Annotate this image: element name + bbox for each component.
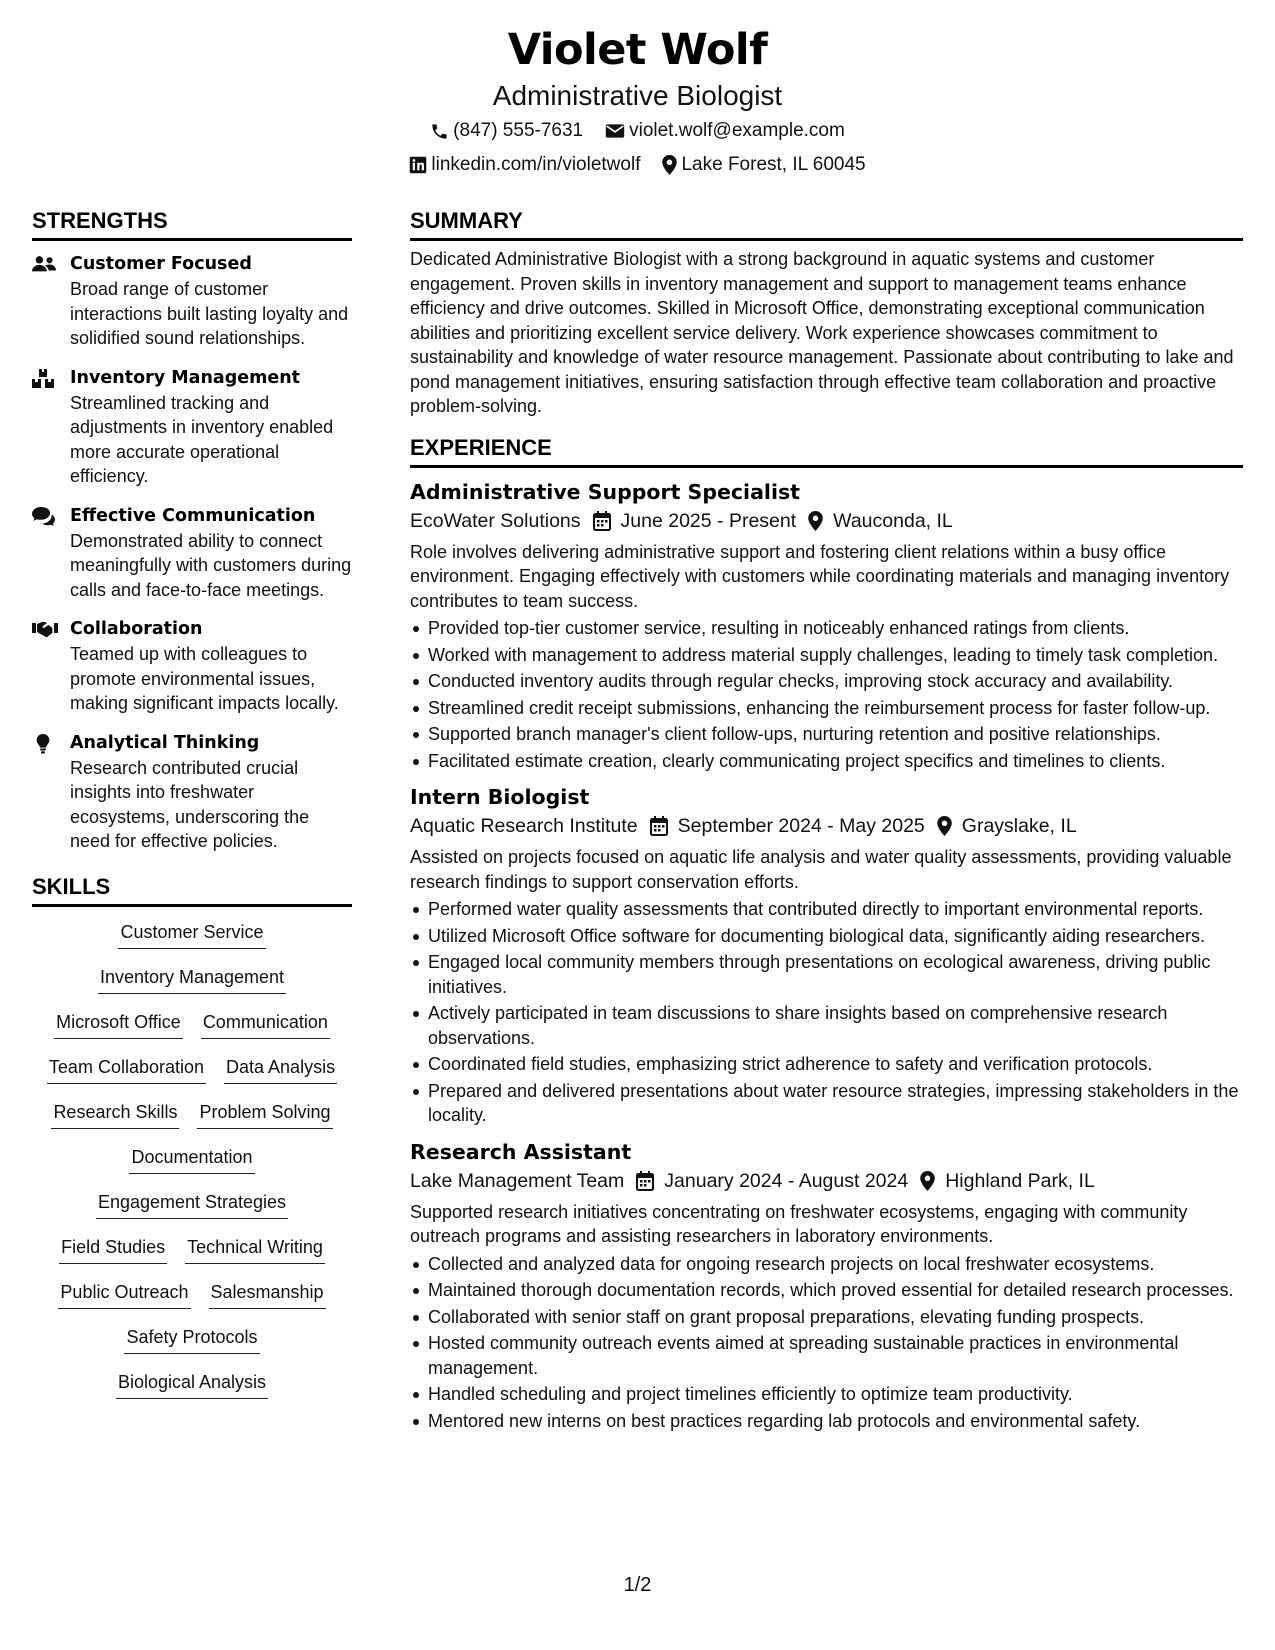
list-item: Performed water quality assessments that contributed directly to important environmental reports. — [410, 897, 1243, 922]
strength-title: Collaboration — [70, 619, 203, 639]
strength-item — [32, 251, 352, 351]
job-meta — [410, 1166, 1243, 1196]
skill-tag: Communication — [201, 1009, 330, 1039]
strength-description: Teamed up with colleagues to promote environmental issues, making significant impacts locally. — [70, 644, 339, 713]
job-title: Intern Biologist — [410, 785, 590, 809]
list-item: Worked with management to address material supply challenges, leading to timely task completion. — [410, 643, 1243, 668]
job-entry — [410, 478, 1243, 774]
calendar-icon — [593, 511, 611, 531]
job-title: Administrative Support Specialist — [410, 479, 800, 504]
strengths-heading: STRENGTHS — [32, 206, 352, 241]
job-dates-text: January 2024 - August 2024 — [664, 1169, 909, 1192]
skill-row — [32, 1279, 352, 1324]
map-marker-icon — [662, 155, 677, 175]
strength-item — [32, 616, 352, 716]
strength-item — [32, 503, 352, 603]
job-bullets — [410, 616, 1243, 773]
skill-tag: Biological Analysis — [116, 1369, 268, 1399]
skill-row — [32, 1189, 352, 1234]
strength-description: Research contributed crucial insights into freshwater ecosystems, underscoring the need for effective policies. — [70, 757, 310, 851]
page-number: 1/2 — [623, 1574, 652, 1596]
experience-section — [410, 433, 1243, 1434]
skill-tag: Research Skills — [51, 1099, 179, 1129]
skills-section — [32, 872, 352, 1414]
list-item: Facilitated estimate creation, clearly communicating project specifics and timelines to clients. — [410, 749, 1243, 774]
phone-text: (847) 555-7631 — [453, 120, 584, 141]
skill-tag: Technical Writing — [185, 1234, 325, 1264]
phone-contact — [430, 115, 583, 147]
job-dates-text: June 2025 - Present — [620, 509, 797, 532]
skill-row — [32, 1144, 352, 1189]
strength-item — [32, 365, 352, 489]
list-item: Maintained thorough documentation records, which proved essential for detailed research processes. — [410, 1278, 1243, 1303]
job-location-text: Highland Park, IL — [945, 1169, 1095, 1192]
job-entry — [410, 783, 1243, 1128]
skill-row — [32, 1324, 352, 1369]
job-description: Role involves delivering administrative support and fostering client relations within a busy office environment. Engaging effectively with customers while coordinating materials and managing inventory contributes to team success. — [410, 541, 1230, 611]
list-item: Collaborated with senior staff on grant proposal preparations, elevating funding prospects. — [410, 1305, 1243, 1330]
resume-header — [0, 22, 1275, 181]
job-description: Supported research initiatives concentrating on freshwater ecosystems, engaging with community outreach programs and assisting researchers in laboratory environments. — [410, 1201, 1188, 1246]
map-marker-icon — [920, 1171, 935, 1191]
job-entry — [410, 1138, 1243, 1434]
list-item: Provided top-tier customer service, resulting in noticeably enhanced ratings from clients. — [410, 616, 1243, 641]
contact-row-1 — [0, 115, 1275, 147]
summary-heading: SUMMARY — [410, 206, 1243, 241]
strength-description: Broad range of customer interactions built lasting loyalty and solidified sound relationships. — [70, 279, 349, 348]
location-text: Lake Forest, IL 60045 — [681, 154, 866, 175]
phone-icon — [430, 122, 449, 141]
email-contact[interactable] — [605, 115, 845, 147]
list-item: Handled scheduling and project timelines efficiently to optimize team productivity. — [410, 1382, 1243, 1407]
map-marker-icon — [808, 511, 823, 531]
list-item: Actively participated in team discussions to share insights based on comprehensive research observations. — [410, 1001, 1243, 1050]
right-column — [410, 206, 1243, 1435]
skill-row — [32, 1054, 352, 1099]
skill-tag: Problem Solving — [197, 1099, 332, 1129]
envelope-icon — [605, 123, 625, 139]
skill-tag: Safety Protocols — [124, 1324, 259, 1354]
job-dates-text: September 2024 - May 2025 — [677, 815, 925, 837]
strength-title: Effective Communication — [70, 505, 316, 526]
calendar-icon — [650, 816, 668, 836]
strength-description: Streamlined tracking and adjustments in inventory enabled more accurate operational efficiency. — [70, 392, 334, 486]
experience-heading: EXPERIENCE — [410, 433, 1243, 468]
skill-row — [32, 1099, 352, 1144]
job-title: Research Assistant — [410, 1139, 632, 1164]
skill-tag: Public Outreach — [58, 1279, 190, 1309]
lightbulb-icon — [32, 730, 70, 854]
job-dates — [650, 811, 925, 841]
strength-item — [32, 730, 352, 854]
skills-heading: SKILLS — [32, 872, 352, 907]
list-item: Mentored new interns on best practices regarding lab protocols and environmental safety. — [410, 1409, 1243, 1434]
skills-list — [32, 919, 352, 1414]
skill-tag: Engagement Strategies — [96, 1189, 288, 1219]
job-location — [808, 506, 953, 536]
list-item: Prepared and delivered presentations about water resource strategies, impressing stakeholders in the locality. — [410, 1079, 1243, 1128]
job-company: Lake Management Team — [410, 1169, 625, 1192]
skill-row — [32, 919, 352, 964]
list-item: Supported branch manager's client follow-ups, nurturing retention and positive relationships. — [410, 722, 1243, 747]
job-dates — [593, 506, 797, 536]
strengths-list — [32, 251, 352, 854]
left-column — [32, 206, 352, 1414]
calendar-icon — [636, 1171, 654, 1191]
skill-tag: Microsoft Office — [54, 1009, 183, 1039]
strength-title: Analytical Thinking — [70, 732, 260, 753]
email-text[interactable]: violet.wolf@example.com — [629, 120, 845, 141]
list-item: Utilized Microsoft Office software for documenting biological data, significantly aiding researchers. — [410, 924, 1243, 949]
candidate-name: Violet Wolf — [507, 25, 768, 75]
skill-tag: Field Studies — [59, 1234, 167, 1264]
list-item: Collected and analyzed data for ongoing research projects on local freshwater ecosystems. — [410, 1252, 1243, 1277]
job-location — [920, 1166, 1095, 1196]
contact-row-2 — [0, 149, 1275, 181]
skill-row — [32, 1369, 352, 1414]
handshake-icon — [32, 616, 70, 716]
skill-tag: Inventory Management — [98, 964, 286, 994]
boxes-icon — [32, 365, 70, 489]
strength-title: Inventory Management — [70, 367, 301, 388]
job-meta — [410, 506, 1243, 536]
skill-tag: Team Collaboration — [47, 1054, 206, 1084]
linkedin-text[interactable]: linkedin.com/in/violetwolf — [431, 154, 641, 175]
candidate-title: Administrative Biologist — [492, 80, 783, 111]
list-item: Conducted inventory audits through regular checks, improving stock accuracy and availability. — [410, 669, 1243, 694]
skill-tag: Salesmanship — [209, 1279, 326, 1309]
location-contact — [662, 149, 865, 181]
skill-tag: Data Analysis — [224, 1054, 337, 1084]
linkedin-contact[interactable] — [409, 149, 640, 181]
job-bullets — [410, 897, 1243, 1128]
skill-tag: Documentation — [129, 1144, 254, 1174]
job-location-text: Grayslake, IL — [961, 815, 1077, 837]
map-marker-icon — [937, 816, 952, 836]
job-location — [937, 811, 1077, 841]
strength-title: Customer Focused — [70, 254, 252, 274]
comments-icon — [32, 503, 70, 603]
skill-tag: Customer Service — [118, 919, 265, 949]
linkedin-icon — [409, 156, 427, 174]
job-bullets — [410, 1252, 1243, 1434]
skill-row — [32, 1009, 352, 1054]
job-description: Assisted on projects focused on aquatic life analysis and water quality assessments, providing valuable research findings to support conservation efforts. — [410, 847, 1232, 892]
skill-row — [32, 964, 352, 1009]
list-item: Streamlined credit receipt submissions, enhancing the reimbursement process for faster follow-up. — [410, 696, 1243, 721]
job-company: Aquatic Research Institute — [410, 815, 638, 837]
list-item: Coordinated field studies, emphasizing strict adherence to safety and verification protocols. — [410, 1052, 1243, 1077]
list-item: Hosted community outreach events aimed at spreading sustainable practices in environmental management. — [410, 1331, 1243, 1380]
list-item: Engaged local community members through presentations on ecological awareness, driving public initiatives. — [410, 950, 1243, 999]
job-location-text: Wauconda, IL — [833, 509, 953, 532]
job-dates — [636, 1166, 908, 1196]
skill-row — [32, 1234, 352, 1279]
strength-description: Demonstrated ability to connect meaningfully with customers during calls and face-to-face meetings. — [70, 530, 352, 600]
summary-text: Dedicated Administrative Biologist with a strong background in aquatic systems and customer engagement. Proven skills in inventory management and support to management teams enhance efficiency and drive outcomes. Skilled in Microsoft Office, demonstrating exceptional communication abilities and prioritizing excellent service delivery. Work experience showcases commitment to sustainability and knowledge of water resource management. Passionate about contributing to lake and pond management initiatives, ensuring satisfaction through effective team collaboration and proactive problem-solving. — [410, 249, 1234, 416]
job-meta — [410, 811, 1243, 841]
users-icon — [32, 251, 70, 351]
job-company: EcoWater Solutions — [410, 509, 581, 532]
